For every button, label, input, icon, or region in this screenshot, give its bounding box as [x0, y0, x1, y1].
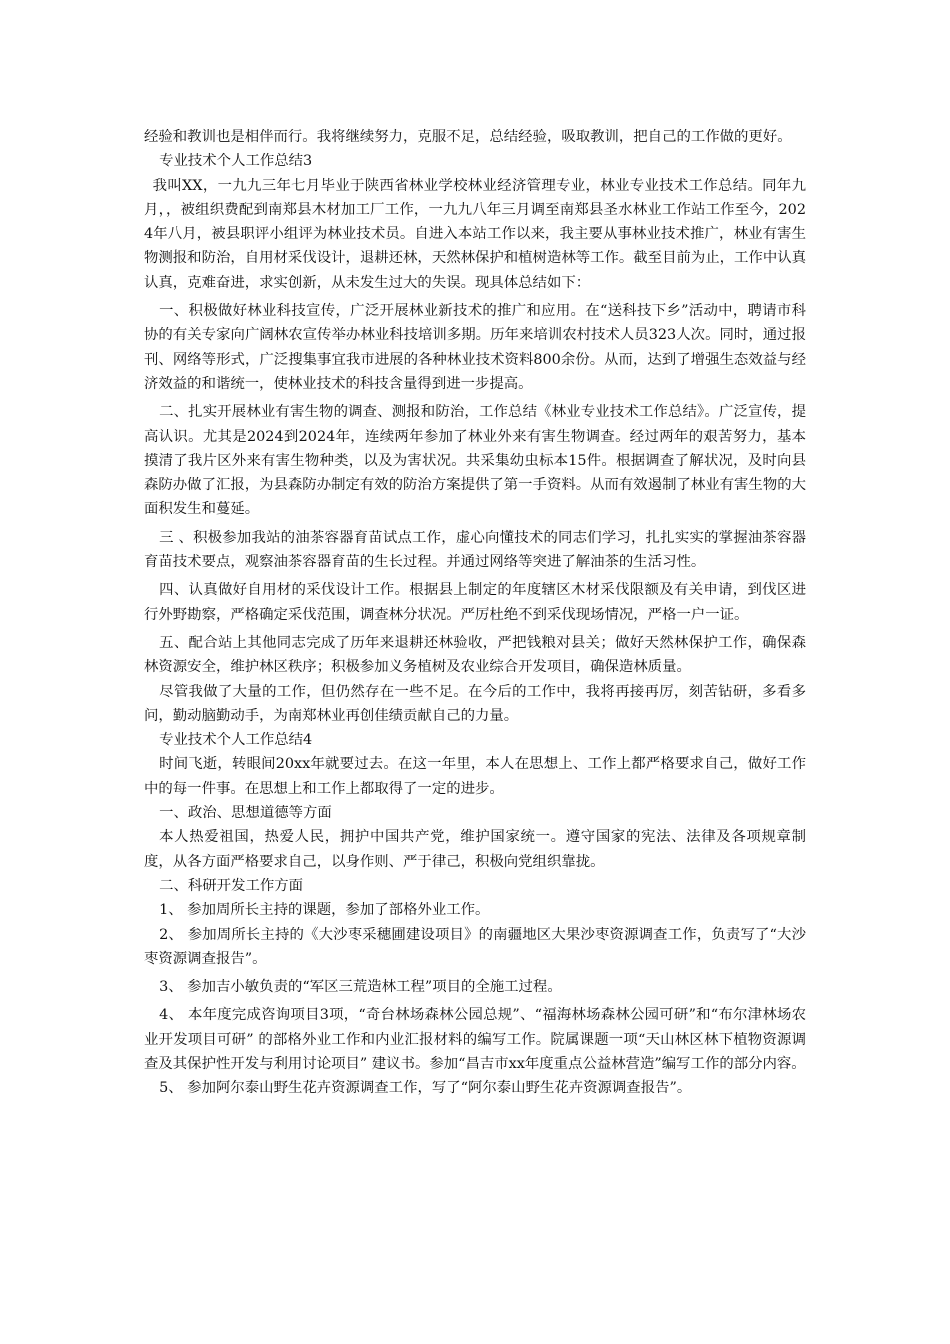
list-item-5: 5、 参加阿尔泰山野生花卉资源调查工作，写了“阿尔泰山野生花卉资源调查报告”。 — [159, 1080, 692, 1097]
paragraph-8: 尽管我做了大量的工作，但仍然存在一些不足。在今后的工作中，我将再接再厉，刻苦钻研，多看多问，勤动脑勤动手，为南郑林业再创佳绩贡献自己的力量。 — [144, 683, 806, 724]
paragraph-3: 一、积极做好林业科技宣传，广泛开展林业新技术的推广和应用。在“送科技下乡”活动中，聘请市科协的有关专家向广阔林农宣传举办林业科技培训多期。历年来培训农村技术人员323人次。同时，通过报刊、网络等形式，广泛搜集事宜我市进展的各种林业技术资料800余份。从而，达到了增强生态效益与经济效益的和谐统一，使林业技术的科技含量得到进一步提高。 — [144, 303, 806, 392]
section-heading-4: 专业技术个人工作总结4 — [159, 732, 313, 749]
document-page — [144, 125, 806, 1101]
section-heading-3: 专业技术个人工作总结3 — [159, 153, 313, 170]
list-item-1: 1、 参加周所长主持的课题，参加了部格外业工作。 — [159, 902, 490, 919]
paragraph-4: 二、扎实开展林业有害生物的调查、测报和防治，工作总结《林业专业技术工作总结》。广泛宣传，提高认识。尤其是2024到2024年，连续两年参加了林业外来有害生物调查。经过两年的艰苦努力，基本摸清了我片区外来有害生物种类，以及为害状况。共采集幼虫标本15件。根据调查了解状况，及时向县森防办做了汇报，为县森防办制定有效的防治方案提供了第一手资料。从而有效遏制了林业有害生物的大面积发生和蔓延。 — [144, 404, 806, 518]
list-item-2: 2、 参加周所长主持的《大沙枣采穗圃建设项目》的南疆地区大果沙枣资源调查工作，负责写了“大沙枣资源调查报告”。 — [144, 926, 806, 967]
subheading-research: 二、科研开发工作方面 — [159, 877, 304, 894]
paragraph-0: 经验和教训也是相伴而行。我将继续努力，克服不足，总结经验，吸取教训，把自己的工作做的更好。 — [144, 129, 792, 145]
paragraph-7: 五、配合站上其他同志完成了历年来退耕还林验收，严把钱粮对县关；做好天然林保护工作，确保森林资源安全，维护林区秩序；积极参加义务植树及农业综合开发项目，确保造林质量。 — [144, 634, 806, 676]
list-item-3: 3、 参加吉小敏负责的“军区三荒造林工程”项目的全施工过程。 — [159, 979, 562, 996]
paragraph-12: 本人热爱祖国，热爱人民，拥护中国共产党，维护国家统一。遵守国家的宪法、法律及各项规章制度，从各方面严格要求自己，以身作则、严于律己，积极向党组织靠拢。 — [144, 829, 806, 870]
paragraph-6: 四、认真做好自用材的采伐设计工作。根据县上制定的年度辖区木材采伐限额及有关申请，到伐区进行外野勘察，严格确定采伐范围，调查林分状况。严厉杜绝不到采伐现场情况，严格一户一证。 — [144, 582, 806, 623]
paragraph-10: 时间飞逝，转眼间20xx年就要过去。在这一年里，本人在思想上、工作上都严格要求自己，做好工作中的每一件事。在思想上和工作上都取得了一定的进步。 — [144, 756, 806, 797]
paragraph-5: 三 、积极参加我站的油茶容器育苗试点工作，虚心向懂技术的同志们学习，扎扎实实的掌握油茶容器育苗技术要点，观察油茶容器育苗的生长过程。并通过网络等突进了解油茶的生活习性。 — [144, 529, 806, 571]
list-item-4: 4、 本年度完成咨询项目3项，“奇台林场森林公园总规”、“福海林场森林公园可研”和“布尔津林场农业开发项目可研” 的部格外业工作和内业汇报材料的编写工作。院属课题一项“天山林区林下植物资源调查及其保护性开发与利用讨论项目” 建议书。参加“昌吉市xx年度重点公益林营造”编写工作的部分内容。 — [144, 1007, 806, 1072]
paragraph-2: 我叫XX，一九九三年七月毕业于陕西省林业学校林业经济管理专业，林业专业技术工作总结。同年九月，，被组织费配到南郑县木材加工厂工作，一九九八年三月调至南郑县圣水林业工作站工作至今，2024年八月，被县职评小组评为林业技术员。自进入本站工作以来，我主要从事林业技术推广，林业有害生物测报和防治，自用材采伐设计，退耕还林，天然林保护和植树造林等工作。截至目前为止，工作中认真认真，克难奋进，求实创新，从未发生过大的失误。现具体总结如下： — [144, 177, 806, 291]
subheading-politics: 一、政治、思想道德等方面 — [159, 805, 332, 822]
